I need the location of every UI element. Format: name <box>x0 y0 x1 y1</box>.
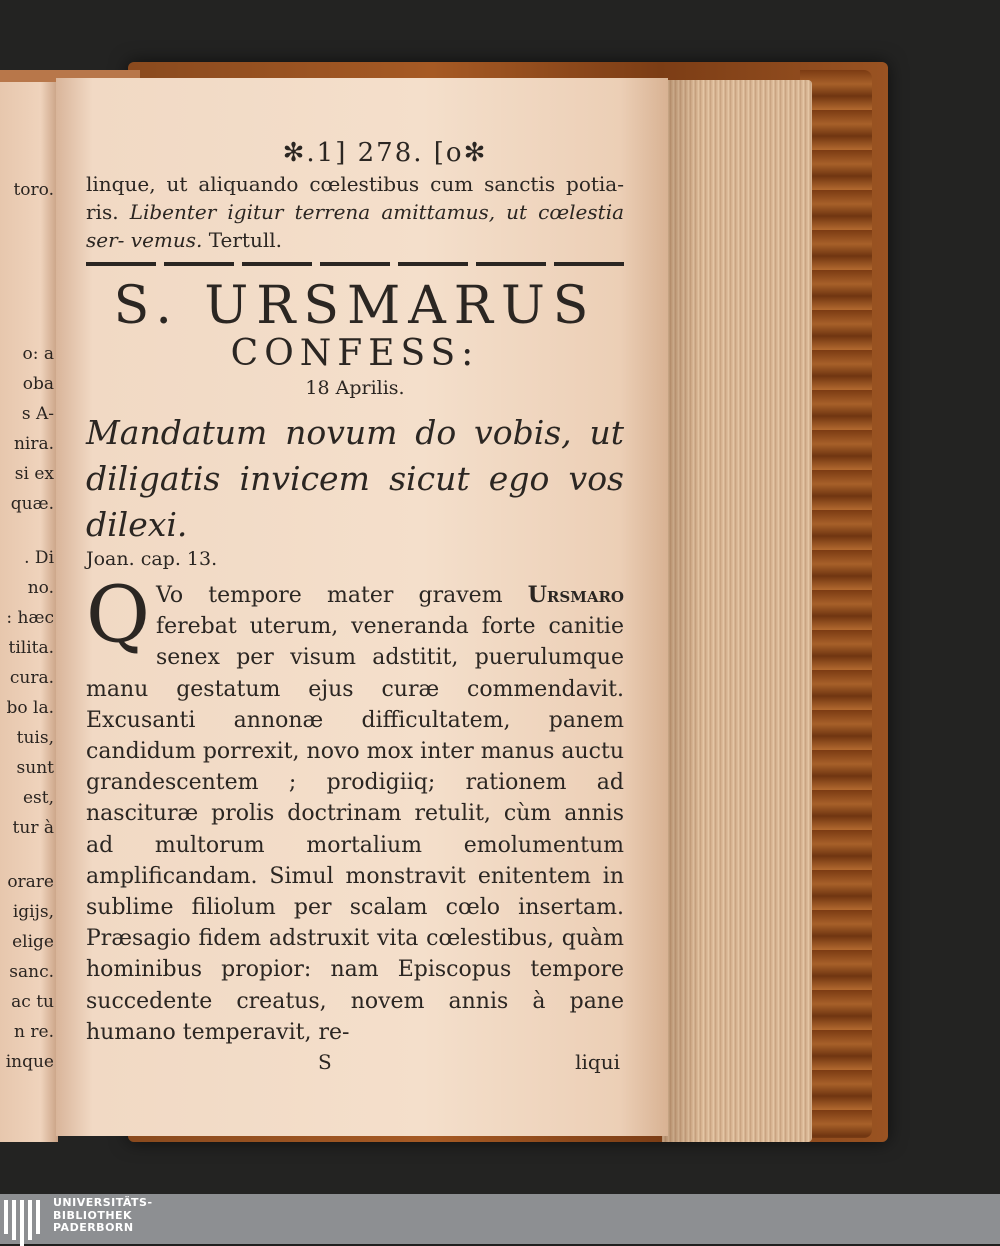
library-name-line: PADERBORN <box>53 1221 134 1234</box>
saint-subtitle: CONFESS: <box>230 333 480 374</box>
page-content <box>86 138 624 1080</box>
signature-mark: S <box>318 1050 332 1075</box>
body-opening: Vo tempore mater gravem <box>155 583 528 608</box>
library-name-line: UNIVERSITÄTS- <box>53 1196 153 1209</box>
left-fragment: sanc. <box>9 962 54 982</box>
left-fragment: est, <box>22 788 54 808</box>
left-fragment: toro. <box>13 180 54 200</box>
top-line-1: linque, ut aliquando cœlestibus cum sanctis potia- <box>86 172 624 196</box>
book-page <box>56 78 668 1136</box>
left-fragment: tilita. <box>8 638 54 658</box>
feast-date: 18 Aprilis. <box>305 377 405 399</box>
left-fragment: tur à <box>12 818 54 838</box>
scripture-reference: Joan. cap. 13. <box>86 548 218 570</box>
left-fragment: si ex <box>14 464 54 484</box>
page-footer-line <box>86 1050 624 1080</box>
catchword: liqui <box>575 1050 620 1075</box>
scripture-motto: Mandatum novum do vobis, ut diligatis invicem sicut ego vos dilexi. <box>86 413 624 544</box>
top-line-2-italic: Libenter igitur terrena amittamus, ut cœlestia ser- <box>86 200 625 252</box>
left-fragment: oba <box>22 374 54 394</box>
divider-rule <box>86 262 624 266</box>
running-head: ✻.1] 278. [o✻ <box>282 138 488 168</box>
left-page-fragment <box>0 82 58 1142</box>
library-name-line: BIBLIOTHEK <box>53 1208 133 1222</box>
body-paragraph <box>86 570 624 1048</box>
left-fragment: . Di <box>24 548 54 568</box>
left-fragment: bo la. <box>6 698 54 718</box>
left-fragment: no. <box>27 578 54 598</box>
left-fragment: nira. <box>13 434 54 454</box>
left-fragment: igijs, <box>12 902 54 922</box>
top-paragraph <box>86 170 624 254</box>
left-fragment: tuis, <box>16 728 54 748</box>
left-fragment: s A- <box>21 404 54 424</box>
top-line-3-plain: Tertull. <box>202 228 282 252</box>
left-fragment: elige <box>12 932 54 952</box>
library-logo-icon <box>4 1198 46 1240</box>
page-edge-shadow <box>662 80 702 1142</box>
left-fragment: inque <box>5 1052 54 1072</box>
saint-name: Ursmaro <box>527 582 624 608</box>
top-line-2-plain: ris. <box>86 200 130 224</box>
saint-title: S. URSMARUS <box>113 276 597 336</box>
library-name <box>53 1197 153 1235</box>
drop-cap: Q <box>86 570 150 660</box>
top-line-3-italic: vemus. <box>130 228 203 252</box>
left-fragment: o: a <box>22 344 54 364</box>
left-fragment: ac tu <box>11 992 54 1012</box>
library-footer-bar <box>0 1194 1000 1244</box>
left-fragment: orare <box>7 872 54 892</box>
body-text: ferebat uterum, veneranda forte canitie senex per visum adstitit, puerulumque manu gestatum ejus curæ commendavit. Excusanti annonæ difficultatem, panem candidum porrexit, novo mox inter manus auctu grandescentem ; prodigiiq; rationem ad nascituræ prolis doctrinam retulit, cùm annis ad multorum mortalium emolumentum amplificandam. Simul monstravit enitentem in sublime filiolum per scalam cœlo insertam. Præsagio fidem adstruxit vita cœlestibus, quàm hominibus propior: nam Episcopus tempore succedente creatus, novem annis à pane humano temperavit, re- <box>86 614 624 1045</box>
left-fragment: sunt <box>16 758 54 778</box>
left-fragment: : hæc <box>6 608 54 628</box>
left-fragment: cura. <box>9 668 54 688</box>
left-fragment: n re. <box>14 1022 54 1042</box>
left-fragment: quæ. <box>10 494 54 514</box>
